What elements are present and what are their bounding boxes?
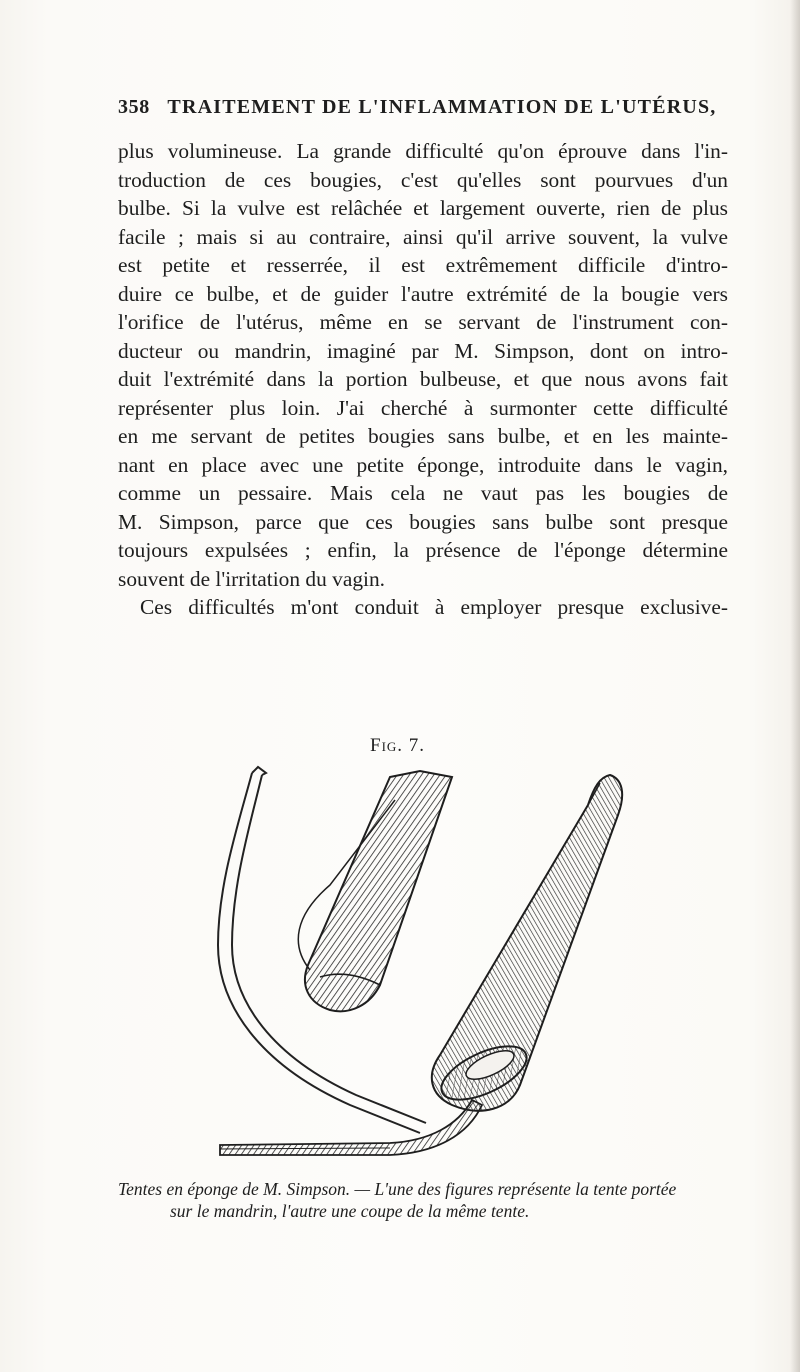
text-line: représenter plus loin. J'ai cherché à surmonter cette difficulté [118, 395, 728, 420]
text-line: souvent de l'irritation du vagin. [118, 566, 386, 591]
text-line: toujours expulsées ; enfin, la présence de l'éponge détermine [118, 538, 728, 562]
text-line: est petite et resserrée, il est extrêmement difficile d'intro- [118, 253, 728, 277]
text-line: M. Simpson, parce que ces bougies sans bulbe sont presque [118, 509, 728, 534]
mandrin-handle [220, 1100, 482, 1155]
sponge-tent-section [298, 771, 452, 1011]
text-line: plus volumineuse. La grande difficulté qu'on éprouve dans l'in- [118, 139, 728, 163]
text-line: l'orifice de l'utérus, même en se servant de l'instrument con- [118, 310, 728, 334]
caption-line-1: Tentes en éponge de M. Simpson. — L'une des figures représente la tente portée [118, 1179, 677, 1199]
text-line: ducteur ou mandrin, imaginé par M. Simpson, dont on intro- [118, 338, 728, 363]
running-title: TRAITEMENT DE L'INFLAMMATION DE L'UTÉRUS, [167, 96, 717, 118]
body-paragraph [118, 137, 728, 622]
figure-caption [118, 1178, 768, 1222]
text-line: troduction de ces bougies, c'est qu'elles sont pourvues d'un [118, 167, 728, 192]
text-line: duire ce bulbe, et de guider l'autre extrémité de la bougie vers [118, 281, 728, 306]
text-line: bulbe. Si la vulve est relâchée et largement ouverte, rien de plus [118, 196, 728, 220]
figure-label [370, 735, 425, 757]
sponge-tent-mounted [432, 775, 622, 1111]
page-number: 358 [118, 96, 150, 118]
page-edge-shadow [790, 0, 800, 1372]
sponge-tent-illustration [190, 765, 650, 1165]
running-head [118, 96, 728, 119]
caption-line-2: sur le mandrin, l'autre une coupe de la même tente. [170, 1201, 530, 1221]
text-line: duit l'extrémité dans la portion bulbeuse, et que nous avons fait [118, 367, 728, 391]
figure-label-text: Fig. 7. [370, 735, 426, 756]
text-line: comme un pessaire. Mais cela ne vaut pas les bougies de [118, 481, 728, 505]
text-line-indented: Ces difficultés m'ont conduit à employer presque exclusive- [140, 595, 728, 619]
text-line: en me servant de petites bougies sans bulbe, et en les mainte- [118, 424, 728, 448]
text-line: nant en place avec une petite éponge, introduite dans le vagin, [118, 452, 728, 477]
text-line: facile ; mais si au contraire, ainsi qu'il arrive souvent, la vulve [118, 224, 728, 249]
